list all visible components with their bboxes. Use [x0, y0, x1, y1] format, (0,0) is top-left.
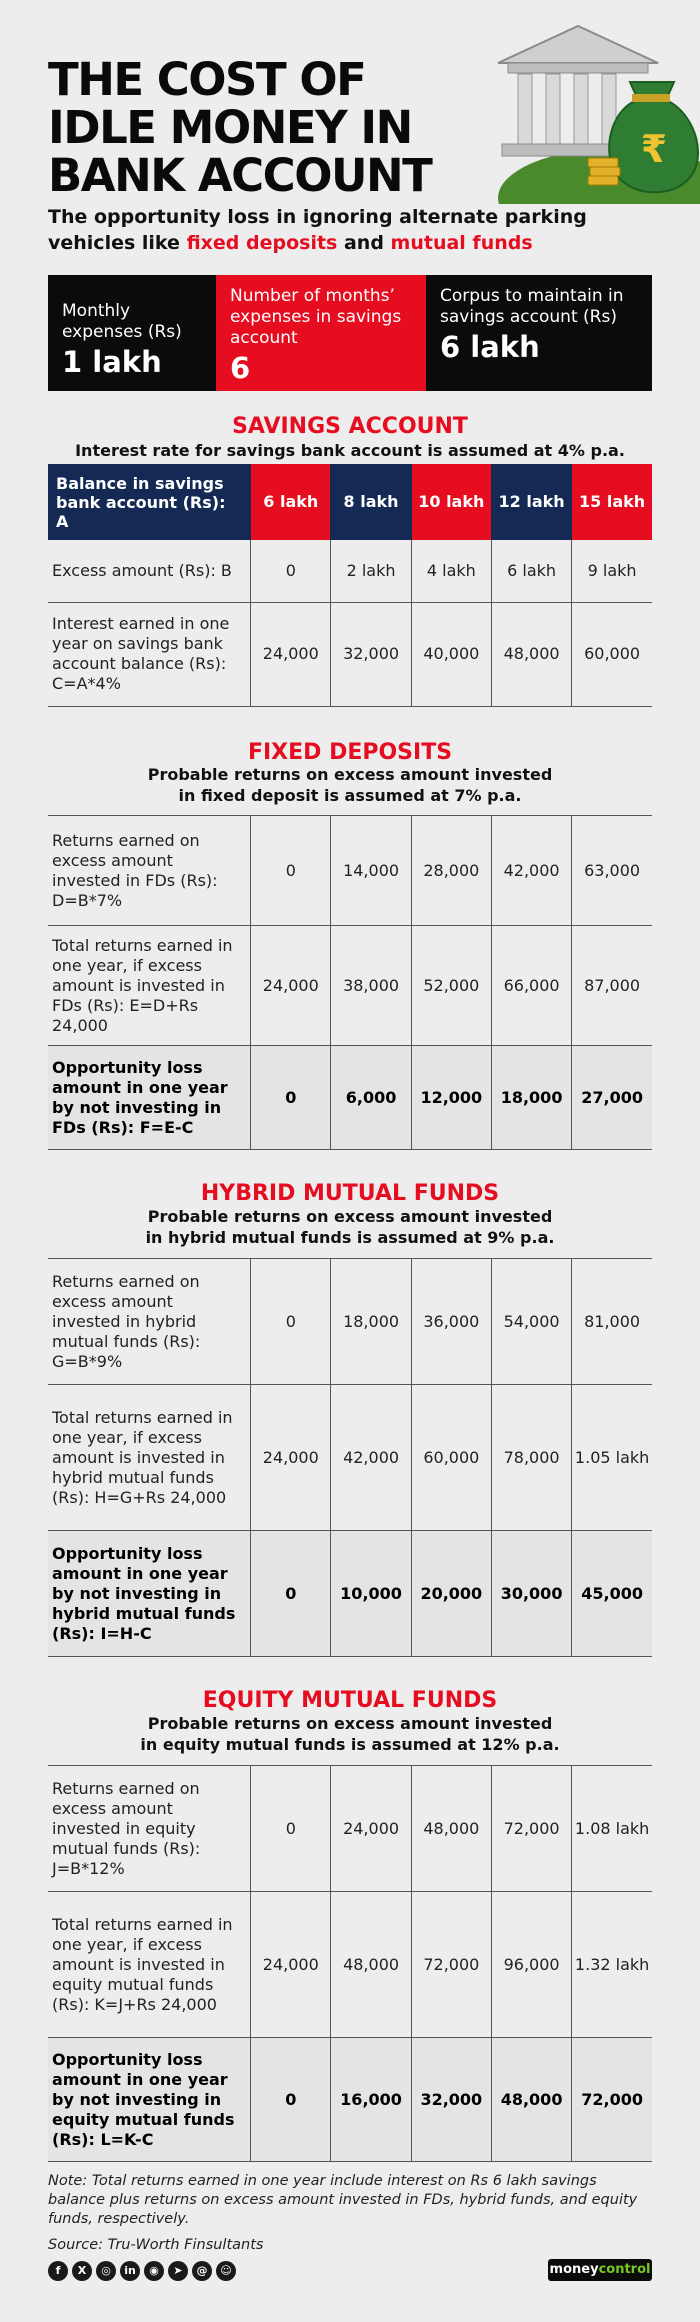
table-cell: 63,000 — [572, 816, 652, 926]
row-label: Opportunity loss amount in one year by not investing in equity mutual funds (Rs): L=K-C — [48, 2038, 251, 2162]
table-row — [48, 926, 652, 1046]
savings-table — [48, 464, 652, 707]
table-cell: 24,000 — [251, 926, 331, 1046]
table-cell: 40,000 — [411, 602, 491, 706]
table-cell: 20,000 — [411, 1531, 491, 1657]
bank-moneybag-illustration — [468, 8, 700, 204]
table-cell: 1.05 lakh — [572, 1385, 652, 1531]
title-line-1: THE COST OF — [48, 53, 366, 106]
table-cell: 42,000 — [491, 816, 571, 926]
table-row — [48, 1046, 652, 1150]
assumptions-strip — [48, 275, 652, 391]
table-row — [48, 602, 652, 706]
subtitle-and: and — [337, 232, 391, 254]
savings-section-subtitle: Interest rate for savings bank account is assumed at 4% p.a. — [75, 441, 625, 460]
instagram-icon[interactable]: ◎ — [96, 2261, 116, 2281]
table-cell: 9 lakh — [572, 540, 652, 602]
corpus-value: 6 lakh — [440, 330, 540, 364]
table-row — [48, 1385, 652, 1531]
savings-section-title: SAVINGS ACCOUNT — [232, 414, 468, 439]
subtitle-fd: fixed deposits — [186, 232, 338, 254]
table-cell: 72,000 — [491, 1766, 571, 1892]
table-cell: 0 — [251, 2038, 331, 2162]
table-cell: 0 — [251, 1046, 331, 1150]
row-label: Total returns earned in one year, if excess amount is invested in FDs (Rs): E=D+Rs 24,000 — [48, 926, 251, 1046]
monthly-expenses-cell — [48, 275, 216, 391]
table-cell: 48,000 — [331, 1892, 411, 2038]
table-row — [48, 2038, 652, 2162]
table-cell: 36,000 — [411, 1259, 491, 1385]
linkedin-icon[interactable]: in — [120, 2261, 140, 2281]
table-cell: 14,000 — [331, 816, 411, 926]
fd-section-subtitle-1: Probable returns on excess amount invested — [147, 765, 553, 784]
title-line-3: BANK ACCOUNT — [48, 149, 432, 202]
table-cell: 60,000 — [411, 1385, 491, 1531]
table-cell: 72,000 — [572, 2038, 652, 2162]
balance-header-cell: 8 lakh — [331, 464, 411, 540]
table-cell: 32,000 — [411, 2038, 491, 2162]
equity-section-title: EQUITY MUTUAL FUNDS — [202, 1688, 498, 1713]
row-label: Interest earned in one year on savings bank account balance (Rs): C=A*4% — [48, 602, 251, 706]
balance-header-cell: 15 lakh — [572, 464, 652, 540]
balance-header-label: Balance in savings bank account (Rs): A — [48, 464, 251, 540]
table-cell: 1.32 lakh — [572, 1892, 652, 2038]
table-cell: 24,000 — [251, 602, 331, 706]
table-cell: 48,000 — [491, 602, 571, 706]
page-title — [48, 53, 478, 202]
table-cell: 38,000 — [331, 926, 411, 1046]
title-line-2: IDLE MONEY IN — [48, 101, 412, 154]
months-count-label: Number of months’ expenses in savings account — [230, 286, 402, 348]
table-cell: 54,000 — [491, 1259, 571, 1385]
equity-section-subtitle-2: in equity mutual funds is assumed at 12% p.a. — [140, 1735, 560, 1754]
table-cell: 28,000 — [411, 816, 491, 926]
row-label: Opportunity loss amount in one year by not investing in hybrid mutual funds (Rs): I=H-C — [48, 1531, 251, 1657]
table-cell: 24,000 — [251, 1892, 331, 2038]
telegram-icon[interactable]: ➤ — [168, 2261, 188, 2281]
row-label: Returns earned on excess amount invested in equity mutual funds (Rs): J=B*12% — [48, 1766, 251, 1892]
months-count-cell — [216, 275, 426, 391]
whatsapp-icon[interactable]: ◉ — [144, 2261, 164, 2281]
table-row — [48, 540, 652, 602]
table-cell: 18,000 — [491, 1046, 571, 1150]
coin-stack-icon — [588, 158, 620, 185]
row-label: Returns earned on excess amount invested in hybrid mutual funds (Rs): G=B*9% — [48, 1259, 251, 1385]
balance-header-cell: 10 lakh — [411, 464, 491, 540]
hybrid-section-subtitle-2: in hybrid mutual funds is assumed at 9% p.a. — [145, 1228, 555, 1247]
x-twitter-icon[interactable]: X — [72, 2261, 92, 2281]
page-subtitle — [48, 204, 658, 256]
fd-section-title: FIXED DEPOSITS — [247, 740, 453, 765]
fd-section-subtitle-2: in fixed deposit is assumed at 7% p.a. — [178, 786, 522, 805]
facebook-icon[interactable]: f — [48, 2261, 68, 2281]
table-cell: 18,000 — [331, 1259, 411, 1385]
table-cell: 0 — [251, 816, 331, 926]
row-label: Total returns earned in one year, if excess amount is invested in hybrid mutual funds (Rs): H=G+Rs 24,000 — [48, 1385, 251, 1531]
equity-section-subtitle-1: Probable returns on excess amount invested — [147, 1714, 553, 1733]
table-cell: 1.08 lakh — [572, 1766, 652, 1892]
social-links — [48, 2261, 236, 2281]
corpus-cell — [426, 275, 652, 391]
rupee-icon: ₹ — [640, 127, 668, 171]
table-cell: 45,000 — [572, 1531, 652, 1657]
balance-header-cell: 12 lakh — [491, 464, 571, 540]
row-label: Opportunity loss amount in one year by not investing in FDs (Rs): F=E-C — [48, 1046, 251, 1150]
table-cell: 87,000 — [572, 926, 652, 1046]
hybrid-table — [48, 1258, 652, 1657]
table-cell: 0 — [251, 1259, 331, 1385]
table-cell: 66,000 — [491, 926, 571, 1046]
savings-header-row — [48, 464, 652, 540]
table-cell: 24,000 — [251, 1385, 331, 1531]
table-cell: 52,000 — [411, 926, 491, 1046]
table-cell: 0 — [251, 1531, 331, 1657]
moneycontrol-logo — [548, 2259, 652, 2281]
table-cell: 16,000 — [331, 2038, 411, 2162]
monthly-expenses-value: 1 lakh — [62, 345, 162, 379]
table-cell: 0 — [251, 540, 331, 602]
table-cell: 12,000 — [411, 1046, 491, 1150]
table-cell: 48,000 — [411, 1766, 491, 1892]
table-cell: 0 — [251, 1766, 331, 1892]
table-cell: 81,000 — [572, 1259, 652, 1385]
subtitle-prefix: The opportunity loss in ignoring alternate parking vehicles like — [48, 206, 587, 254]
table-cell: 6,000 — [331, 1046, 411, 1150]
table-cell: 42,000 — [331, 1385, 411, 1531]
corpus-label: Corpus to maintain in savings account (Rs) — [440, 286, 624, 327]
table-cell: 10,000 — [331, 1531, 411, 1657]
table-cell: 48,000 — [491, 2038, 571, 2162]
table-row — [48, 1531, 652, 1657]
equity-table — [48, 1765, 652, 2162]
table-cell: 27,000 — [572, 1046, 652, 1150]
months-count-value: 6 — [230, 351, 251, 385]
table-cell: 96,000 — [491, 1892, 571, 2038]
row-label: Total returns earned in one year, if excess amount is invested in equity mutual funds (Rs): K=J+Rs 24,000 — [48, 1892, 251, 2038]
table-row — [48, 1259, 652, 1385]
subtitle-mf: mutual funds — [390, 232, 533, 254]
table-row — [48, 1892, 652, 2038]
table-cell: 4 lakh — [411, 540, 491, 602]
table-cell: 24,000 — [331, 1766, 411, 1892]
brand-part-2: control — [598, 2262, 651, 2277]
table-cell: 30,000 — [491, 1531, 571, 1657]
row-label: Excess amount (Rs): B — [48, 540, 251, 602]
row-label: Returns earned on excess amount invested in FDs (Rs): D=B*7% — [48, 816, 251, 926]
table-row — [48, 1766, 652, 1892]
table-cell: 2 lakh — [331, 540, 411, 602]
table-cell: 60,000 — [572, 602, 652, 706]
table-row — [48, 816, 652, 926]
source-credit: Source: Tru-Worth Finsultants — [48, 2237, 264, 2253]
snapchat-icon[interactable]: ☺ — [216, 2261, 236, 2281]
brand-part-1: money — [549, 2262, 599, 2277]
hybrid-section-title: HYBRID MUTUAL FUNDS — [200, 1181, 500, 1206]
fd-table — [48, 815, 652, 1150]
threads-icon[interactable]: @ — [192, 2261, 212, 2281]
table-cell: 32,000 — [331, 602, 411, 706]
table-cell: 6 lakh — [491, 540, 571, 602]
monthly-expenses-label: Monthly expenses (Rs) — [62, 301, 182, 342]
table-cell: 78,000 — [491, 1385, 571, 1531]
footnote: Note: Total returns earned in one year include interest on Rs 6 lakh savings balance plus returns on excess amount invested in FDs, hybrid funds, and equity funds, respectively. — [48, 2173, 638, 2227]
hybrid-section-subtitle-1: Probable returns on excess amount invested — [147, 1207, 553, 1226]
table-cell: 72,000 — [411, 1892, 491, 2038]
balance-header-cell: 6 lakh — [251, 464, 331, 540]
money-bag-icon — [609, 82, 698, 192]
